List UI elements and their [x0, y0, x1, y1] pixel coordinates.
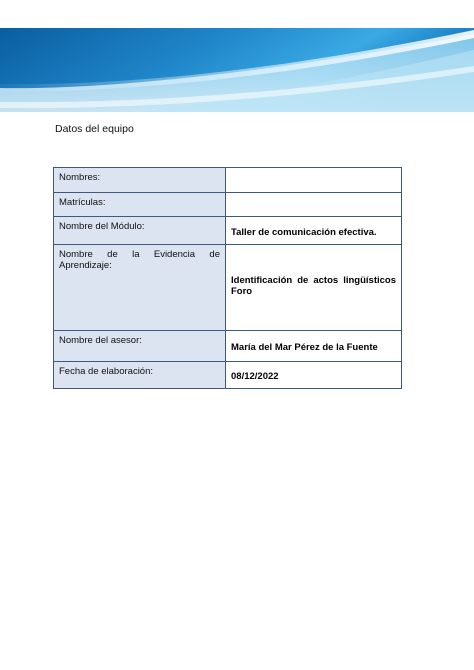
- header-banner: [0, 28, 474, 112]
- advisor-label: Nombre del asesor:: [54, 331, 226, 362]
- module-name: Taller de comunicación efectiva.: [231, 227, 377, 238]
- advisor-name: María del Mar Pérez de la Fuente: [231, 342, 378, 353]
- table-row: [54, 168, 402, 193]
- ids-label: Matrículas:: [54, 193, 226, 217]
- module-value: [226, 217, 402, 245]
- date-value: [226, 362, 402, 389]
- evidence-title: Identificación de actos lingüísticos: [231, 275, 396, 286]
- creation-date: 08/12/2022: [231, 371, 279, 382]
- date-label: Fecha de elaboración:: [54, 362, 226, 389]
- names-value: [226, 168, 402, 193]
- ids-value: [226, 193, 402, 217]
- module-label: Nombre del Módulo:: [54, 217, 226, 245]
- advisor-value: [226, 331, 402, 362]
- evidence-label-line-2: Aprendizaje:: [59, 260, 112, 271]
- evidence-label-line-1: Nombre de la Evidencia de: [59, 249, 220, 260]
- table-row: [54, 245, 402, 331]
- table-row: [54, 217, 402, 245]
- evidence-label: [54, 245, 226, 331]
- evidence-subtitle: Foro: [231, 286, 253, 297]
- table-row: [54, 331, 402, 362]
- team-data-heading: Datos del equipo: [55, 123, 134, 135]
- banner-graphic: [0, 28, 474, 112]
- evidence-value: [226, 245, 402, 331]
- table-row: [54, 362, 402, 389]
- names-label: Nombres:: [54, 168, 226, 193]
- team-info-table: [53, 167, 402, 389]
- table-row: [54, 193, 402, 217]
